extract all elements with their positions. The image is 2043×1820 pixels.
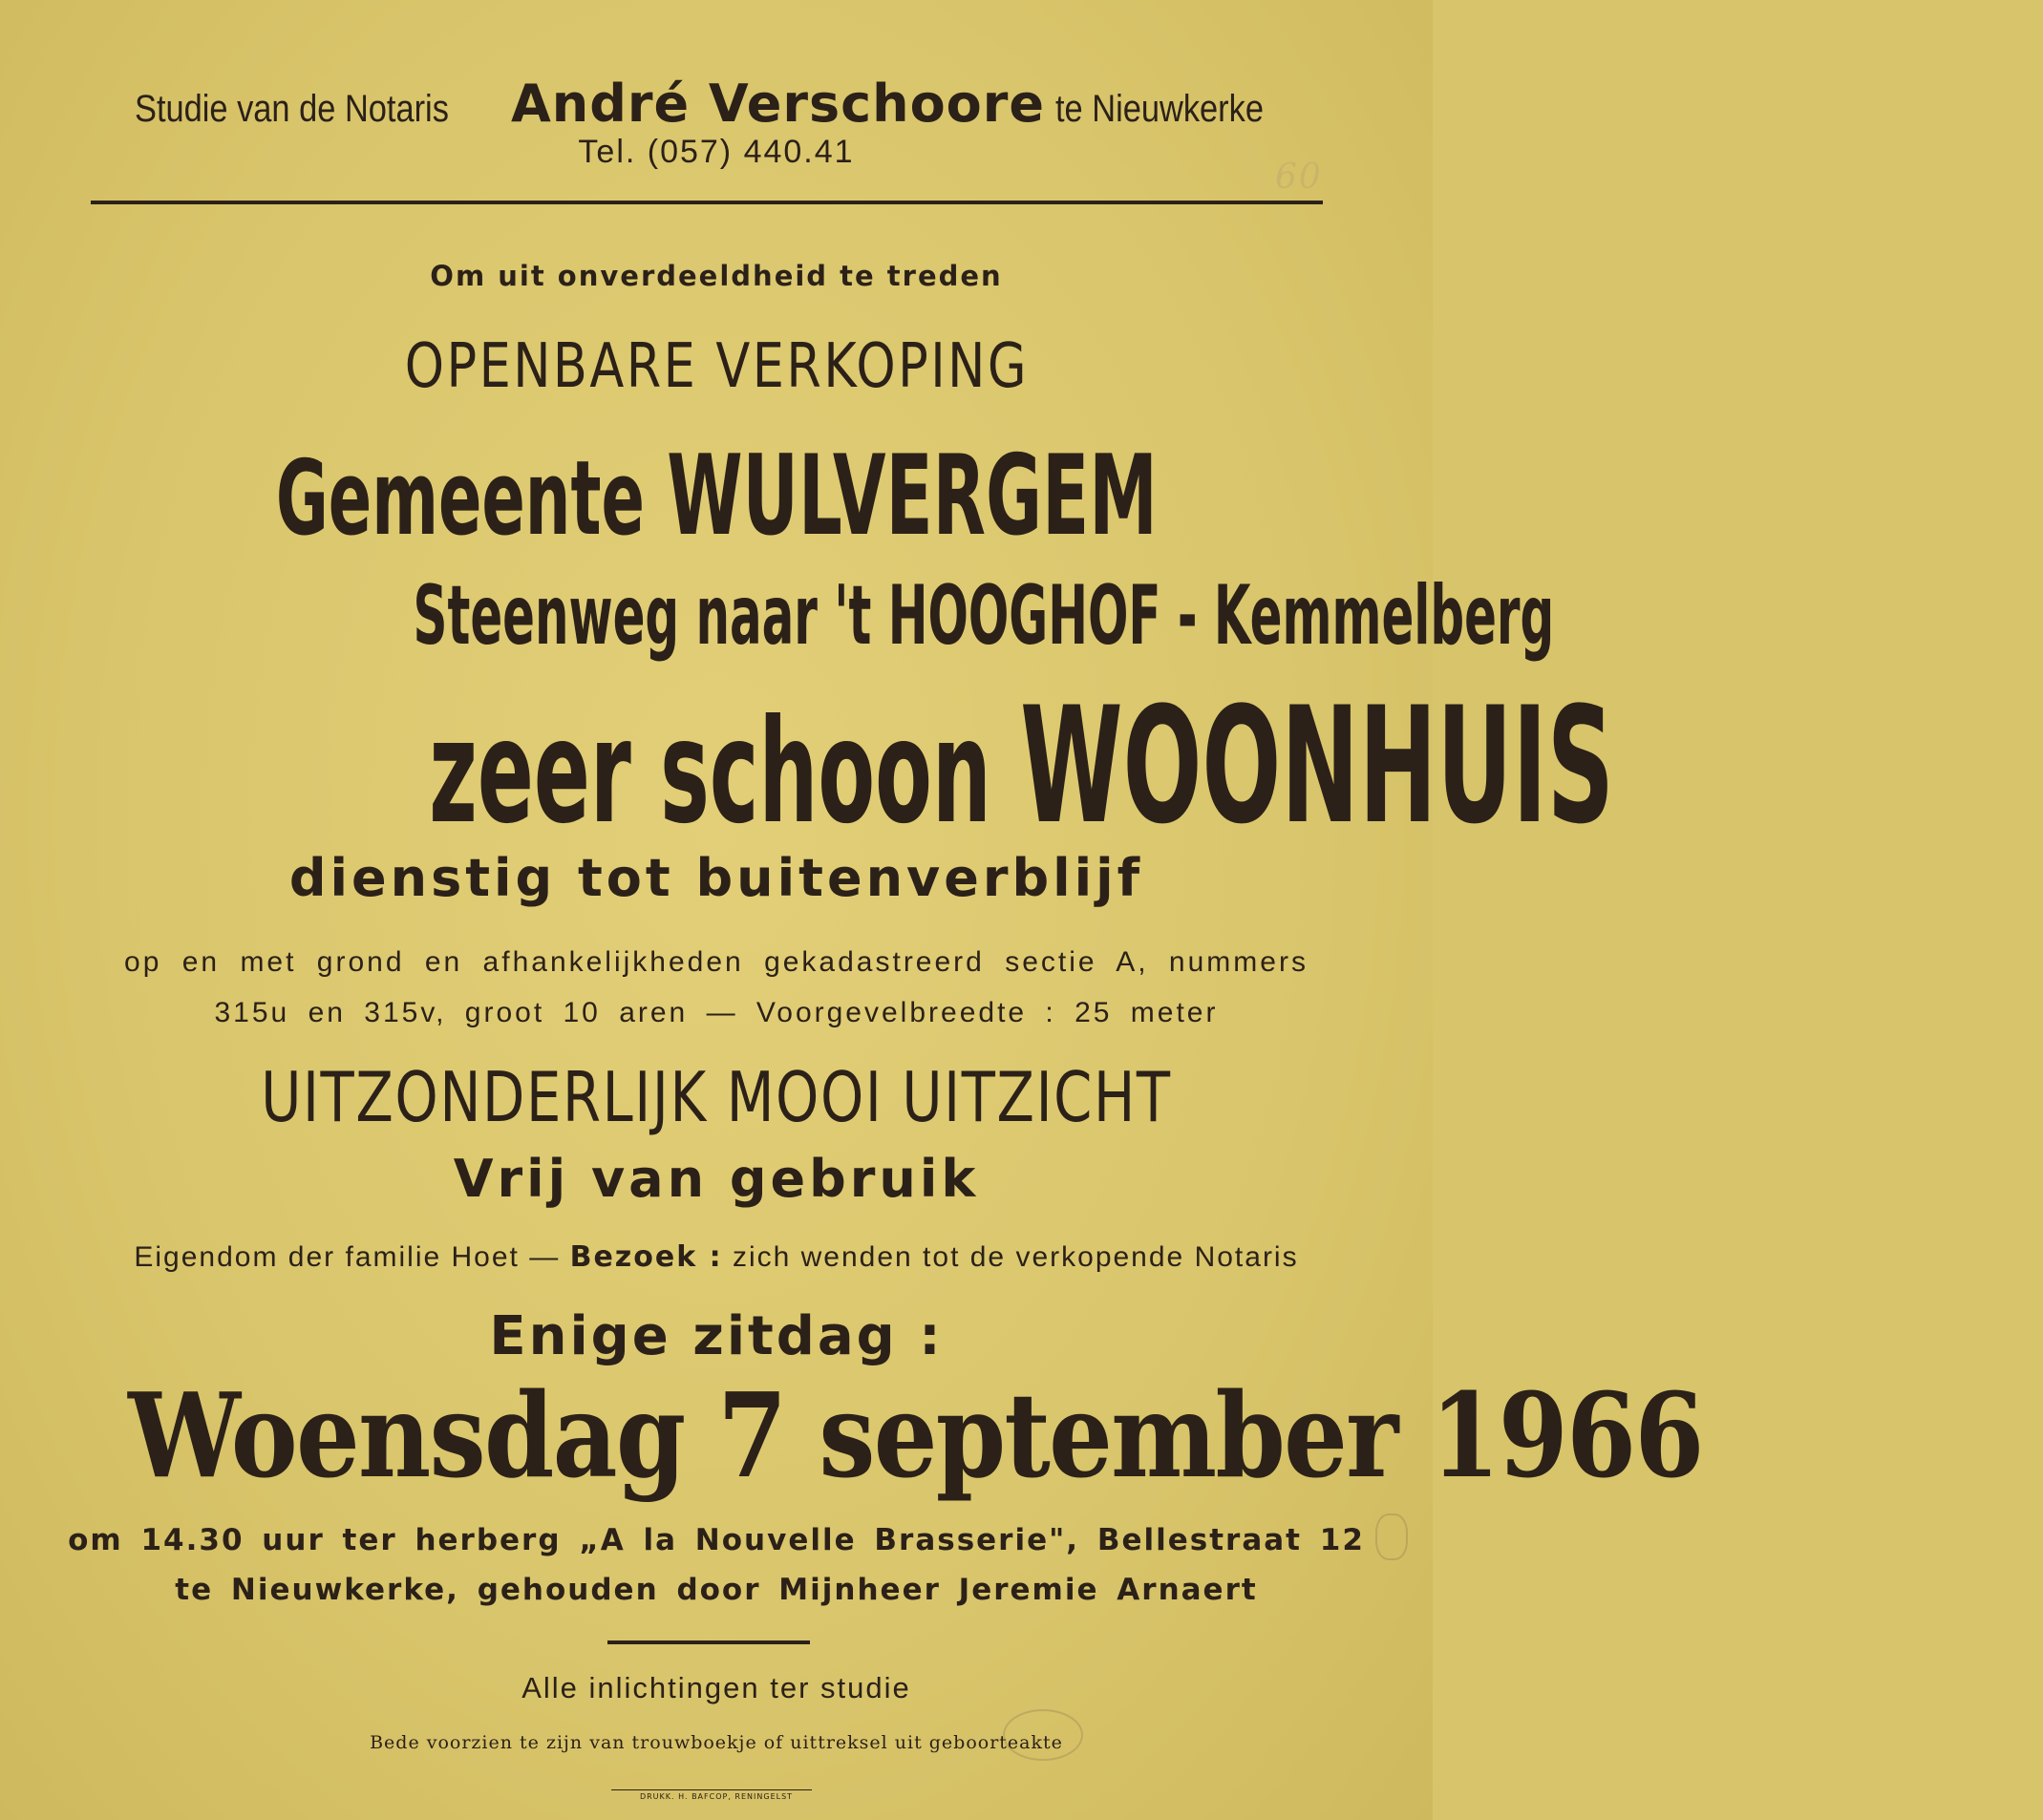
property-purpose: dienstig tot buitenverblijf [288, 848, 1144, 908]
notary-header [0, 74, 1433, 134]
property-details-2: 315u en 315v, groot 10 aren — Voorgevelbreedte : 25 meter [214, 997, 1219, 1028]
sale-date [0, 1366, 1703, 1504]
property-adjective: zeer schoon [429, 689, 991, 856]
gemeente-label: Gemeente [275, 439, 645, 559]
handwritten-note: 60 [1275, 158, 1323, 197]
intro-text: Om uit onverdeeldheid te treden [430, 260, 1003, 292]
gemeente-name: WULVERGEM [666, 432, 1158, 561]
view-highlight-text: UITZONDERLIJK MOOI UITZICHT [261, 1057, 1172, 1137]
time-place-2: te Nieuwkerke, gehouden door Mijnheer Jeremie Arnaert [175, 1573, 1258, 1607]
property-type: WOONHUIS [1020, 672, 1614, 859]
printer-rule [611, 1789, 812, 1790]
ownership-line [0, 1240, 1433, 1274]
street-text: Steenweg naar 't HOOGHOF - Kemmelberg [413, 568, 1555, 664]
municipality-wrap [275, 432, 1158, 561]
owner-text: Eigendom der familie Hoet — [134, 1241, 561, 1273]
footer-divider [607, 1640, 810, 1644]
header-prefix: Studie van de Notaris [135, 88, 450, 130]
sale-day-label: Enige zitdag : [489, 1305, 944, 1367]
header-divider [91, 201, 1323, 204]
property-title [0, 672, 1614, 859]
visit-label: Bezoek : [569, 1240, 723, 1274]
sale-date-text: Woensdag 7 september 1966 [128, 1366, 1703, 1504]
phone-number: Tel. (057) 440.41 [578, 134, 855, 170]
header-suffix: te Nieuwkerke [1055, 88, 1265, 130]
property-details-1: op en met grond en afhankelijkheden gekadastreerd sectie A, nummers [124, 946, 1309, 978]
availability: Vrij van gebruik [453, 1149, 980, 1209]
info-line: Alle inlichtingen ter studie [521, 1671, 911, 1704]
municipality [0, 432, 1433, 561]
notary-name: André Verschoore [510, 74, 1046, 134]
printer-imprint: DRUKK. H. BAFCOP, RENINGELST [639, 1792, 794, 1801]
property-title-wrap [429, 672, 1614, 859]
visit-text: zich wenden tot de verkopende Notaris [732, 1241, 1299, 1273]
headline-text: OPENBARE VERKOPING [404, 331, 1029, 402]
view-highlight [0, 1057, 1433, 1137]
pencil-mark [1003, 1709, 1083, 1761]
time-place-1: om 14.30 uur ter herberg „A la Nouvelle Brasserie", Bellestraat 12 [68, 1523, 1365, 1557]
pencil-mark [1375, 1513, 1408, 1560]
request-line: Bede voorzien te zijn van trouwboekje of uittreksel uit geboorteakte [370, 1732, 1063, 1753]
headline [0, 331, 1433, 402]
street-line [0, 568, 1555, 664]
